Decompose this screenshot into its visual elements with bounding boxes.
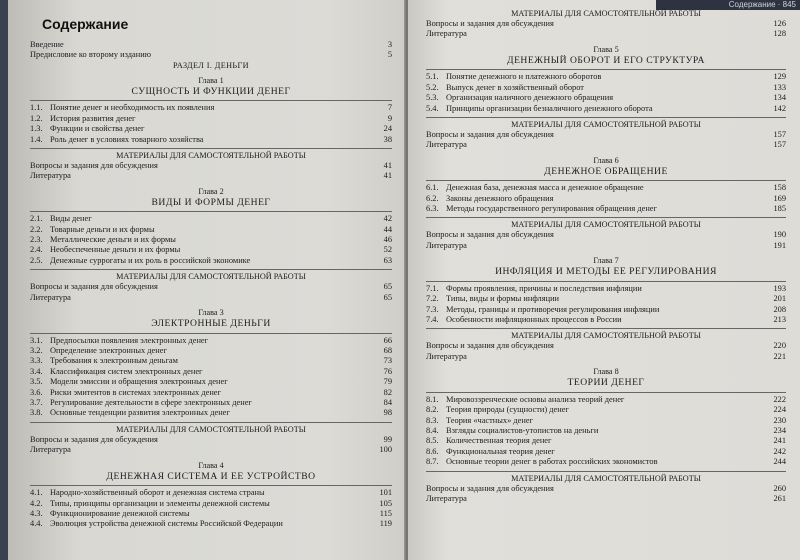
- entry-title: Народно-хозяйственный оборот и денежная система страны: [50, 488, 265, 498]
- entry-title: Законы денежного обращения: [446, 193, 554, 203]
- entry-page: 222: [773, 394, 786, 404]
- entry-number: 5.1.: [426, 72, 439, 82]
- entry-title: Количественная теория денег: [446, 436, 552, 446]
- entry-title: Предпосылки появления электронных денег: [50, 335, 209, 345]
- toc-entry[interactable]: [30, 519, 392, 529]
- entry-title: Теория «частных» денег: [446, 415, 534, 425]
- materials-heading: МАТЕРИАЛЫ ДЛЯ САМОСТОЯТЕЛЬНОЙ РАБОТЫ: [511, 119, 701, 129]
- chapter-block: [426, 362, 786, 504]
- divider: [30, 211, 392, 212]
- entry-title: Основные тенденции развития электронных денег: [50, 408, 230, 418]
- toc-entry[interactable]: [426, 183, 786, 193]
- chapter-title: ДЕНЕЖНЫЙ ОБОРОТ И ЕГО СТРУКТУРА: [507, 54, 705, 66]
- entry-title: Теория природы (сущности) денег: [446, 405, 569, 415]
- right-toc: [426, 0, 786, 504]
- toc-entry[interactable]: [426, 72, 786, 82]
- divider: [426, 281, 786, 282]
- entry-number: 8.5.: [426, 436, 439, 446]
- entry-title: Классификация систем электронных денег: [50, 366, 203, 376]
- toc-entry[interactable]: [30, 171, 392, 181]
- book-spread: [8, 0, 800, 560]
- entry-number: 5.3.: [426, 93, 439, 103]
- toc-entry[interactable]: [30, 377, 392, 387]
- entry-title: Организация наличного денежного обращения: [446, 93, 614, 103]
- entry-page: 261: [773, 493, 786, 503]
- entry-number: 1.3.: [30, 124, 43, 134]
- entry-title: Взгляды социалистов-утопистов на деньги: [446, 425, 599, 435]
- toc-entry[interactable]: [30, 293, 392, 303]
- entry-title: Основные теории денег в работах российских экономистов: [446, 457, 658, 467]
- toc-entry[interactable]: [426, 294, 786, 304]
- entry-page: 157: [773, 140, 786, 150]
- toc-entry[interactable]: [426, 130, 786, 140]
- toc-entry[interactable]: [426, 230, 786, 240]
- entry-number: 1.4.: [30, 134, 43, 144]
- entry-page: 98: [383, 408, 392, 418]
- entry-number: 4.3.: [30, 508, 43, 518]
- right-page: [408, 0, 800, 560]
- entry-title: Методы, границы и противоречия регулирования инфляции: [446, 304, 660, 314]
- entry-page: 201: [773, 294, 786, 304]
- entry-page: 52: [383, 245, 392, 255]
- toc-entry[interactable]: [426, 194, 786, 204]
- toc-entry[interactable]: [426, 405, 786, 415]
- toc-entry[interactable]: [30, 40, 392, 50]
- materials-heading: МАТЕРИАЛЫ ДЛЯ САМОСТОЯТЕЛЬНОЙ РАБОТЫ: [116, 150, 306, 160]
- entry-title: Регулирование деятельности в сфере электронных денег: [50, 398, 252, 408]
- entry-title: Требования к электронным деньгам: [50, 356, 178, 366]
- entry-page: 220: [773, 341, 786, 351]
- toc-entry[interactable]: [426, 352, 786, 362]
- entry-page: 129: [773, 72, 786, 82]
- divider: [30, 148, 392, 149]
- entry-page: 191: [773, 240, 786, 250]
- entry-page: 105: [379, 498, 392, 508]
- entry-number: 3.7.: [30, 398, 43, 408]
- divider: [426, 471, 786, 472]
- toc-entry[interactable]: [30, 256, 392, 266]
- entry-title: Литература: [426, 29, 467, 39]
- entry-page: 193: [773, 283, 786, 293]
- divider: [426, 180, 786, 181]
- entry-title: Литература: [426, 140, 467, 150]
- toc-entry[interactable]: [30, 103, 392, 113]
- toc-entry[interactable]: [426, 104, 786, 114]
- entry-title: Выпуск денег в хозяйственный оборот: [446, 82, 584, 92]
- entry-page: 260: [773, 483, 786, 493]
- entry-title: Функциональная теория денег: [446, 446, 555, 456]
- chapter-label: Глава 2: [198, 186, 224, 196]
- entry-page: 224: [773, 405, 786, 415]
- entry-page: 44: [383, 224, 392, 234]
- divider: [426, 392, 786, 393]
- entry-number: 6.2.: [426, 193, 439, 203]
- divider: [426, 328, 786, 329]
- running-head: Содержание · 845: [656, 0, 800, 10]
- entry-title: Вопросы и задания для обсуждения: [426, 129, 554, 139]
- divider: [426, 217, 786, 218]
- entry-title: Понятие денег и необходимость их появления: [50, 103, 215, 113]
- page-title: Содержание: [42, 16, 129, 32]
- chapter-title: ДЕНЕЖНОЕ ОБРАЩЕНИЕ: [544, 165, 668, 177]
- entry-page: 241: [773, 436, 786, 446]
- entry-title: Литература: [426, 351, 467, 361]
- entry-title: Вопросы и задания для обсуждения: [30, 434, 158, 444]
- entry-title: Введение: [30, 40, 64, 49]
- toc-entry[interactable]: [426, 341, 786, 351]
- entry-title: Вопросы и задания для обсуждения: [30, 160, 158, 170]
- toc-entry[interactable]: [30, 161, 392, 171]
- entry-title: Принципы организации безналичного денежного оборота: [446, 103, 653, 113]
- chapter-label: Глава 8: [593, 367, 619, 377]
- entry-number: 3.4.: [30, 366, 43, 376]
- entry-page: 158: [773, 183, 786, 193]
- entry-title: Функционирование денежной системы: [50, 508, 190, 518]
- toc-entry[interactable]: [30, 398, 392, 408]
- entry-title: История развития денег: [50, 113, 136, 123]
- entry-title: Модели эмиссии и обращения электронных денег: [50, 377, 228, 387]
- materials-heading: МАТЕРИАЛЫ ДЛЯ САМОСТОЯТЕЛЬНОЙ РАБОТЫ: [511, 220, 701, 230]
- entry-number: 3.1.: [30, 335, 43, 345]
- entry-page: 84: [383, 398, 392, 408]
- entry-page: 208: [773, 304, 786, 314]
- entry-page: 221: [773, 351, 786, 361]
- toc-entry[interactable]: [30, 114, 392, 124]
- entry-page: 230: [773, 415, 786, 425]
- entry-number: 3.6.: [30, 387, 43, 397]
- toc-entry[interactable]: [30, 282, 392, 292]
- chapter-title: ИНФЛЯЦИЯ И МЕТОДЫ ЕЕ РЕГУЛИРОВАНИЯ: [495, 266, 717, 278]
- entry-number: 2.3.: [30, 235, 43, 245]
- entry-page: 24: [383, 124, 392, 134]
- entry-title: Вопросы и задания для обсуждения: [426, 230, 554, 240]
- entry-title: Формы проявления, причины и последствия инфляции: [446, 283, 642, 293]
- chapter-label: Глава 3: [198, 308, 224, 318]
- toc-entry[interactable]: [30, 408, 392, 418]
- toc-entry[interactable]: [426, 93, 786, 103]
- entry-title: Необеспеченные деньги и их формы: [50, 245, 181, 255]
- toc-entry[interactable]: [426, 284, 786, 294]
- toc-entry[interactable]: [30, 509, 392, 519]
- divider: [30, 333, 392, 334]
- entry-number: 3.2.: [30, 346, 43, 355]
- entry-title: Мировоззренческие основы анализа теорий денег: [446, 394, 625, 404]
- entry-title: Предисловие ко второму изданию: [30, 50, 151, 60]
- materials-heading: МАТЕРИАЛЫ ДЛЯ САМОСТОЯТЕЛЬНОЙ РАБОТЫ: [116, 424, 306, 434]
- chapter-label: Глава 4: [198, 460, 224, 470]
- materials-heading: МАТЕРИАЛЫ ДЛЯ САМОСТОЯТЕЛЬНОЙ РАБОТЫ: [511, 9, 701, 18]
- chapter-block: [30, 182, 392, 303]
- entry-page: 68: [383, 346, 392, 355]
- right-chapters: [426, 40, 786, 505]
- entry-number: 7.1.: [426, 283, 439, 293]
- top-extras: [426, 19, 786, 40]
- toc-entry[interactable]: [30, 124, 392, 134]
- divider: [30, 100, 392, 101]
- entry-title: Методы государственного регулирования обращения денег: [446, 204, 657, 214]
- entry-number: 4.4.: [30, 519, 43, 529]
- entry-page: 134: [773, 93, 786, 103]
- materials-heading: МАТЕРИАЛЫ ДЛЯ САМОСТОЯТЕЛЬНОЙ РАБОТЫ: [511, 473, 701, 483]
- entry-page: 185: [773, 204, 786, 214]
- entry-title: Риски эмитентов в системах электронных денег: [50, 387, 221, 397]
- materials-heading: МАТЕРИАЛЫ ДЛЯ САМОСТОЯТЕЛЬНОЙ РАБОТЫ: [511, 331, 701, 341]
- divider: [426, 69, 786, 70]
- divider: [30, 422, 392, 423]
- toc-entry[interactable]: [30, 367, 392, 377]
- toc-entry[interactable]: [30, 499, 392, 509]
- chapter-block: [30, 303, 392, 456]
- toc-entry[interactable]: [426, 436, 786, 446]
- entry-title: Вопросы и задания для обсуждения: [30, 282, 158, 292]
- entry-page: 76: [383, 366, 392, 376]
- entry-page: 115: [379, 508, 392, 518]
- entry-number: 5.2.: [426, 82, 439, 92]
- left-page: [8, 0, 406, 560]
- toc-entry[interactable]: [30, 135, 392, 145]
- entry-page: 157: [773, 129, 786, 139]
- entry-number: 3.8.: [30, 408, 43, 418]
- toc-entry[interactable]: [426, 484, 786, 494]
- entry-page: 133: [773, 82, 786, 92]
- entry-number: 7.3.: [426, 304, 439, 314]
- entry-page: 7: [387, 103, 392, 113]
- entry-title: Вопросы и задания для обсуждения: [426, 341, 554, 351]
- entry-title: Товарные деньги и их формы: [50, 224, 155, 234]
- entry-title: Литература: [30, 445, 71, 455]
- divider: [30, 485, 392, 486]
- entry-page: 63: [383, 255, 392, 265]
- entry-number: 2.2.: [30, 224, 43, 234]
- entry-title: Вопросы и задания для обсуждения: [426, 19, 554, 28]
- entry-number: 6.3.: [426, 204, 439, 214]
- entry-title: Литература: [426, 493, 467, 503]
- toc-entry[interactable]: [426, 395, 786, 405]
- entry-page: 79: [383, 377, 392, 387]
- entry-page: 101: [379, 488, 392, 498]
- entry-title: Денежные суррогаты и их роль в российской экономике: [50, 255, 251, 265]
- entry-title: Типы, виды и формы инфляции: [446, 294, 560, 304]
- toc-entry[interactable]: [426, 305, 786, 315]
- chapter-title: ДЕНЕЖНАЯ СИСТЕМА И ЕЕ УСТРОЙСТВО: [106, 470, 316, 482]
- entry-page: 73: [383, 356, 392, 366]
- chapter-block: [426, 151, 786, 252]
- entry-title: Денежная база, денежная масса и денежное обращение: [446, 183, 644, 193]
- entry-page: 41: [383, 171, 392, 181]
- entry-title: Роль денег в условиях товарного хозяйства: [50, 134, 204, 144]
- entry-page: 234: [773, 425, 786, 435]
- entry-page: 128: [773, 29, 786, 39]
- entry-number: 4.1.: [30, 488, 43, 498]
- left-chapters: [30, 71, 392, 530]
- chapter-label: Глава 5: [593, 44, 619, 54]
- chapter-title: СУЩНОСТЬ И ФУНКЦИИ ДЕНЕГ: [131, 85, 291, 97]
- entry-number: 2.1.: [30, 214, 43, 224]
- entry-number: 8.4.: [426, 425, 439, 435]
- chapter-block: [426, 40, 786, 151]
- toc-entry[interactable]: [30, 346, 392, 356]
- toc-entry[interactable]: [426, 416, 786, 426]
- entry-number: 7.4.: [426, 315, 439, 324]
- entry-title: Литература: [30, 171, 71, 181]
- entry-page: 142: [773, 103, 786, 113]
- entry-title: Эволюция устройства денежной системы Российской Федерации: [50, 519, 283, 529]
- toc-entry[interactable]: [30, 488, 392, 498]
- entry-number: 8.3.: [426, 415, 439, 425]
- entry-page: 66: [383, 335, 392, 345]
- toc-entry[interactable]: [426, 19, 786, 29]
- toc-entry[interactable]: [426, 204, 786, 214]
- entry-page: 65: [383, 282, 392, 292]
- entry-number: 1.2.: [30, 113, 43, 123]
- materials-heading: МАТЕРИАЛЫ ДЛЯ САМОСТОЯТЕЛЬНОЙ РАБОТЫ: [116, 272, 306, 282]
- chapter-label: Глава 7: [593, 256, 619, 266]
- section-title: РАЗДЕЛ I. ДЕНЬГИ: [173, 60, 249, 70]
- toc-entry[interactable]: [30, 50, 392, 60]
- entry-number: 3.5.: [30, 377, 43, 387]
- chapter-label: Глава 6: [593, 155, 619, 165]
- toc-entry[interactable]: [426, 83, 786, 93]
- divider: [30, 269, 392, 270]
- toc-entry[interactable]: [30, 235, 392, 245]
- chapter-block: [426, 251, 786, 362]
- chapter-title: ТЕОРИИ ДЕНЕГ: [567, 377, 645, 389]
- toc-entry[interactable]: [426, 457, 786, 467]
- entry-number: 2.5.: [30, 255, 43, 265]
- entry-title: Типы, принципы организации и элементы денежной системы: [50, 498, 270, 508]
- entry-title: Вопросы и задания для обсуждения: [426, 483, 554, 493]
- toc-entry[interactable]: [30, 245, 392, 255]
- entry-page: 3: [387, 40, 392, 49]
- divider: [426, 117, 786, 118]
- toc-entry[interactable]: [30, 336, 392, 346]
- toc-entry[interactable]: [426, 140, 786, 150]
- entry-number: 5.4.: [426, 103, 439, 113]
- entry-number: 8.1.: [426, 394, 439, 404]
- toc-entry[interactable]: [30, 214, 392, 224]
- chapter-title: ВИДЫ И ФОРМЫ ДЕНЕГ: [151, 196, 271, 208]
- entry-page: 100: [379, 445, 392, 455]
- entry-number: 3.3.: [30, 356, 43, 366]
- chapter-block: [30, 71, 392, 182]
- entry-page: 190: [773, 230, 786, 240]
- toc-entry[interactable]: [426, 494, 786, 504]
- entry-title: Металлические деньги и их формы: [50, 235, 176, 245]
- toc-entry[interactable]: [30, 225, 392, 235]
- entry-page: 38: [383, 134, 392, 144]
- entry-page: 82: [383, 387, 392, 397]
- entry-number: 6.1.: [426, 183, 439, 193]
- entry-page: 41: [383, 160, 392, 170]
- entry-title: Функции и свойства денег: [50, 124, 145, 134]
- entry-title: Особенности инфляционных процессов в России: [446, 315, 622, 324]
- chapter-label: Глава 1: [198, 75, 224, 85]
- entry-title: Литература: [426, 240, 467, 250]
- entry-page: 119: [379, 519, 392, 529]
- left-toc: [30, 0, 392, 530]
- entry-number: 2.4.: [30, 245, 43, 255]
- toc-entry[interactable]: [426, 315, 786, 325]
- entry-page: 42: [383, 214, 392, 224]
- entry-number: 4.2.: [30, 498, 43, 508]
- entry-title: Литература: [30, 292, 71, 302]
- entry-page: 169: [773, 193, 786, 203]
- intro-list: [30, 40, 392, 61]
- toc-entry[interactable]: [426, 426, 786, 436]
- entry-page: 9: [387, 113, 392, 123]
- entry-page: 99: [383, 434, 392, 444]
- entry-number: 8.7.: [426, 457, 439, 467]
- toc-entry[interactable]: [426, 29, 786, 39]
- toc-entry[interactable]: [426, 447, 786, 457]
- toc-entry[interactable]: [426, 241, 786, 251]
- entry-title: Понятие денежного и платежного оборотов: [446, 72, 602, 82]
- entry-number: 8.2.: [426, 405, 439, 415]
- toc-entry[interactable]: [30, 356, 392, 366]
- entry-number: 7.2.: [426, 294, 439, 304]
- entry-page: 5: [387, 50, 392, 60]
- entry-title: Виды денег: [50, 214, 92, 224]
- entry-page: 213: [773, 315, 786, 324]
- chapter-title: ЭЛЕКТРОННЫЕ ДЕНЬГИ: [151, 318, 271, 330]
- chapter-block: [30, 456, 392, 530]
- entry-number: 8.6.: [426, 446, 439, 456]
- toc-entry[interactable]: [30, 435, 392, 445]
- toc-entry[interactable]: [30, 388, 392, 398]
- entry-page: 65: [383, 292, 392, 302]
- entry-page: 126: [773, 19, 786, 28]
- toc-entry[interactable]: [30, 445, 392, 455]
- entry-number: 1.1.: [30, 103, 43, 113]
- entry-title: Определение электронных денег: [50, 346, 167, 355]
- entry-page: 242: [773, 446, 786, 456]
- entry-page: 244: [773, 457, 786, 467]
- entry-page: 46: [383, 235, 392, 245]
